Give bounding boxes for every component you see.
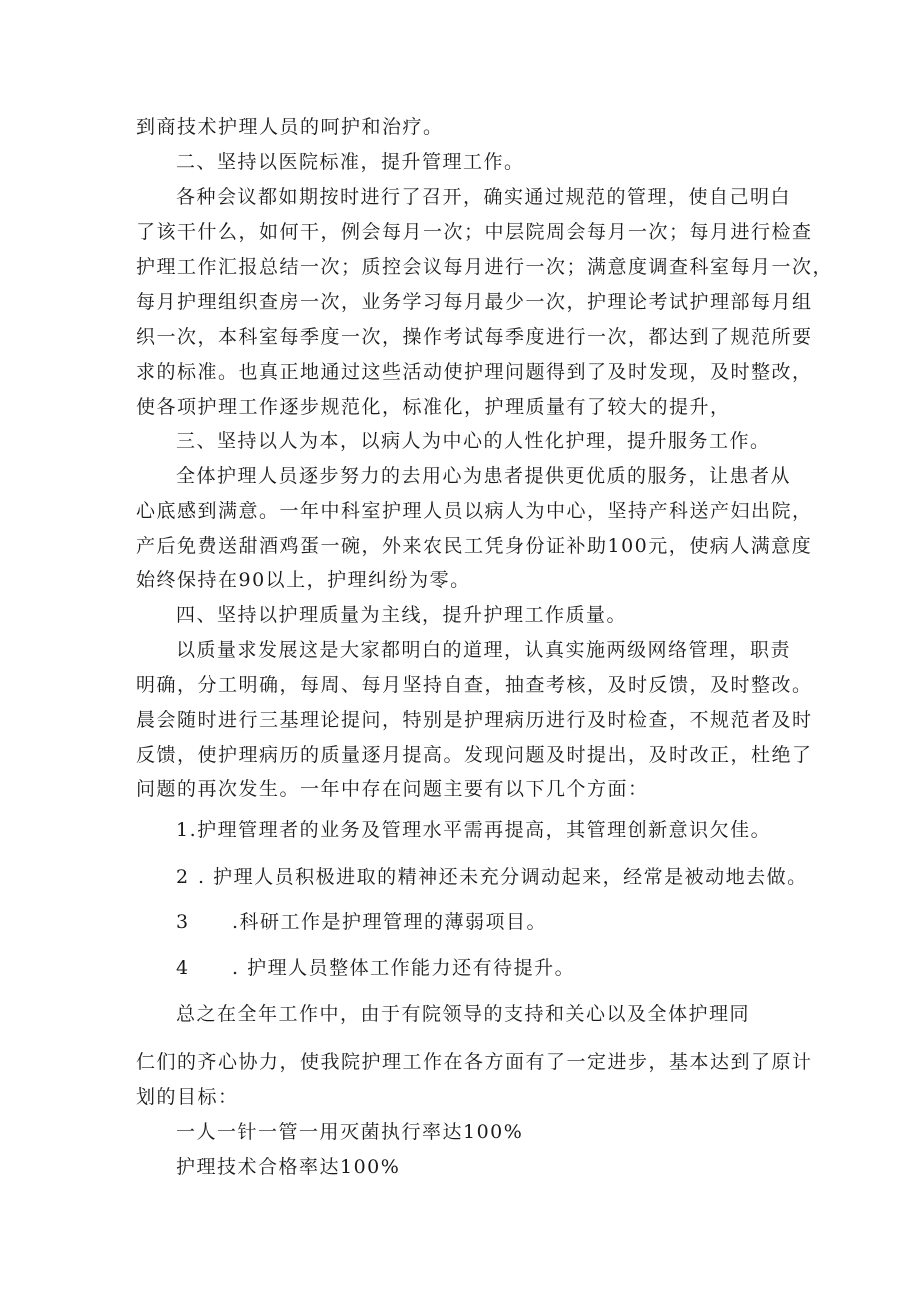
paragraph-line: 明确，分工明确，每周、每月坚持自查，抽查考核，及时反馈，及时整改。 xyxy=(136,674,813,696)
paragraph-line: 了该干什么，如何干，例会每月一次；中层院周会每月一次；每月进行检查 xyxy=(136,221,813,243)
paragraph-line: 划的目标： xyxy=(136,1086,239,1108)
paragraph-line: 问题的再次发生。一年中存在问题主要有以下几个方面： xyxy=(136,778,649,800)
paragraph-line: 各种会议都如期按时进行了召开，确实通过规范的管理，使自己明白 xyxy=(176,186,792,208)
paragraph-line: 使各项护理工作逐步规范化，标准化，护理质量有了较大的提升， xyxy=(136,396,731,418)
list-item-number: 2 xyxy=(176,866,190,888)
section-heading: 四、坚持以护理质量为主线，提升护理工作质量。 xyxy=(176,604,628,626)
section-heading: 二、坚持以医院标准，提升管理工作。 xyxy=(176,151,525,173)
paragraph-line: 反馈，使护理病历的质量逐月提高。发现问题及时提出，及时改正，杜绝了 xyxy=(136,744,813,766)
paragraph-line: 产后免费送甜酒鸡蛋一碗，外来农民工凭身份证补助100元，使病人满意度 xyxy=(136,535,813,557)
paragraph-line: 护理工作汇报总结一次；质控会议每月进行一次；满意度调查科室每月一次， xyxy=(136,256,834,278)
list-item: 1.护理管理者的业务及管理水平需再提高，其管理创新意识欠佳。 xyxy=(176,819,772,841)
paragraph-line: 每月护理组织查房一次，业务学习每月最少一次，护理论考试护理部每月组 xyxy=(136,291,813,313)
paragraph-line: 到商技术护理人员的呵护和治疗。 xyxy=(136,116,444,138)
paragraph-line: 织一次，本科室每季度一次，操作考试每季度进行一次，都达到了规范所要 xyxy=(136,326,813,348)
paragraph-line: 仁们的齐心协力，使我院护理工作在各方面有了一定进步，基本达到了原计 xyxy=(136,1051,813,1073)
list-item: 一人一针一管一用灭菌执行率达100% xyxy=(176,1121,524,1143)
list-item: 护理技术合格率达100% xyxy=(176,1156,401,1178)
list-item-text: . 护理人员积极进取的精神还未充分调动起来，经常是被动地去做。 xyxy=(198,866,808,888)
paragraph-line: 以质量求发展这是大家都明白的道理，认真实施两级网络管理，职责 xyxy=(176,639,792,661)
paragraph-line: 始终保持在90以上，护理纠纷为零。 xyxy=(136,569,471,591)
paragraph-line: 心底感到满意。一年中科室护理人员以病人为中心，坚持产科送产妇出院， xyxy=(136,500,813,522)
paragraph-line: 晨会随时进行三基理论提问，特别是护理病历进行及时检查，不规范者及时 xyxy=(136,709,813,731)
list-item-number: 4 xyxy=(176,957,190,979)
paragraph-line: 求的标准。也真正地通过这些活动使护理问题得到了及时发现，及时整改， xyxy=(136,361,813,383)
section-heading: 三、坚持以人为本，以病人为中心的人性化护理，提升服务工作。 xyxy=(176,430,771,452)
paragraph-line: 全体护理人员逐步努力的去用心为患者提供更优质的服务，让患者从 xyxy=(176,465,792,487)
list-item-text: . 护理人员整体工作能力还有待提升。 xyxy=(232,957,576,979)
list-item-text: .科研工作是护理管理的薄弱项目。 xyxy=(232,911,548,933)
list-item-number: 3 xyxy=(176,911,190,933)
paragraph-line: 总之在全年工作中，由于有院领导的支持和关心以及全体护理同 xyxy=(176,1003,751,1025)
